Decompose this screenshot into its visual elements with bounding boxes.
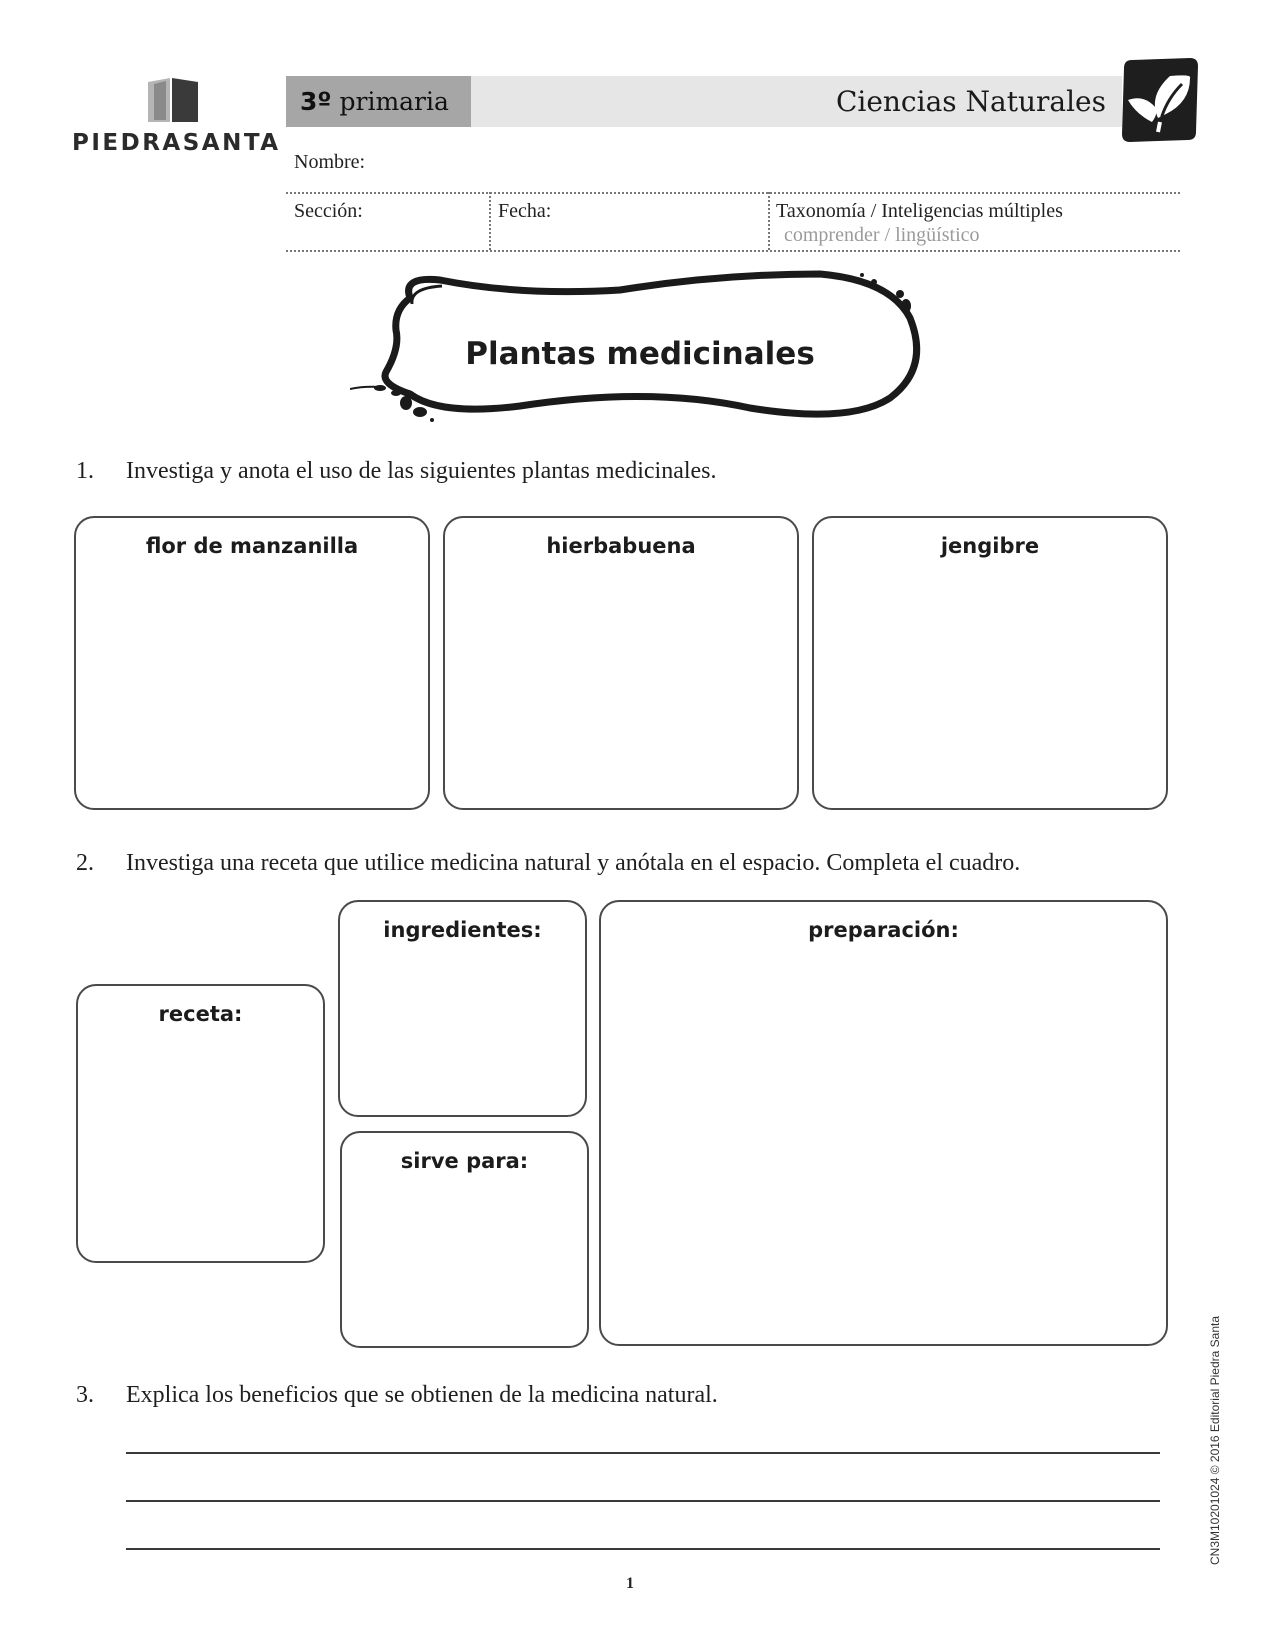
box-title: flor de manzanilla [145, 534, 359, 558]
field-divider [286, 250, 1180, 252]
answer-line[interactable] [126, 1452, 1160, 1454]
box-title: hierbabuena [546, 534, 696, 558]
purpose-box[interactable] [340, 1131, 589, 1348]
question-1-number: 1. [76, 458, 94, 484]
box-title: receta: [158, 1002, 243, 1026]
question-2-number: 2. [76, 850, 94, 876]
page-number: 1 [626, 1575, 634, 1592]
field-divider [768, 192, 770, 250]
field-divider [286, 192, 1180, 194]
box-title: jengibre [940, 534, 1040, 558]
ingredients-box[interactable] [338, 900, 587, 1117]
question-1-text: Investiga y anota el uso de las siguientes plantas medicinales. [126, 458, 717, 484]
answer-box-ginger[interactable] [812, 516, 1168, 810]
answer-line[interactable] [126, 1500, 1160, 1502]
answer-box-chamomile[interactable] [74, 516, 430, 810]
answer-box-mint[interactable] [443, 516, 799, 810]
taxonomy-label: Taxonomía / Inteligencias múltiples [776, 200, 1063, 222]
recipe-box[interactable] [76, 984, 325, 1263]
name-label: Nombre: [294, 151, 366, 173]
box-title: ingredientes: [383, 918, 542, 942]
copyright-note: CN3M10201024 © 2016 Editorial Piedra Santa [1208, 1316, 1222, 1565]
grade-number: 3º [300, 87, 332, 116]
page-title: Plantas medicinales [465, 336, 815, 372]
answer-line[interactable] [126, 1548, 1160, 1550]
question-3-number: 3. [76, 1382, 94, 1408]
section-label: Sección: [294, 200, 363, 222]
grade-text: primaria [339, 87, 449, 116]
box-title: preparación: [808, 918, 959, 942]
preparation-box[interactable] [599, 900, 1168, 1346]
field-divider [489, 192, 491, 250]
box-title: sirve para: [400, 1149, 529, 1173]
book-logo-icon [146, 76, 200, 124]
brand-logo-text: PIEDRASANTA [72, 130, 281, 156]
leaf-icon [1118, 58, 1200, 144]
date-label: Fecha: [498, 200, 552, 222]
taxonomy-value: comprender / lingüístico [784, 224, 980, 246]
question-2-text: Investiga una receta que utilice medicina natural y anótala en el espacio. Completa el cuadro. [126, 850, 1021, 876]
question-3-text: Explica los beneficios que se obtienen de la medicina natural. [126, 1382, 718, 1408]
grade-label [286, 76, 471, 127]
subject-title: Ciencias Naturales [471, 76, 1122, 127]
